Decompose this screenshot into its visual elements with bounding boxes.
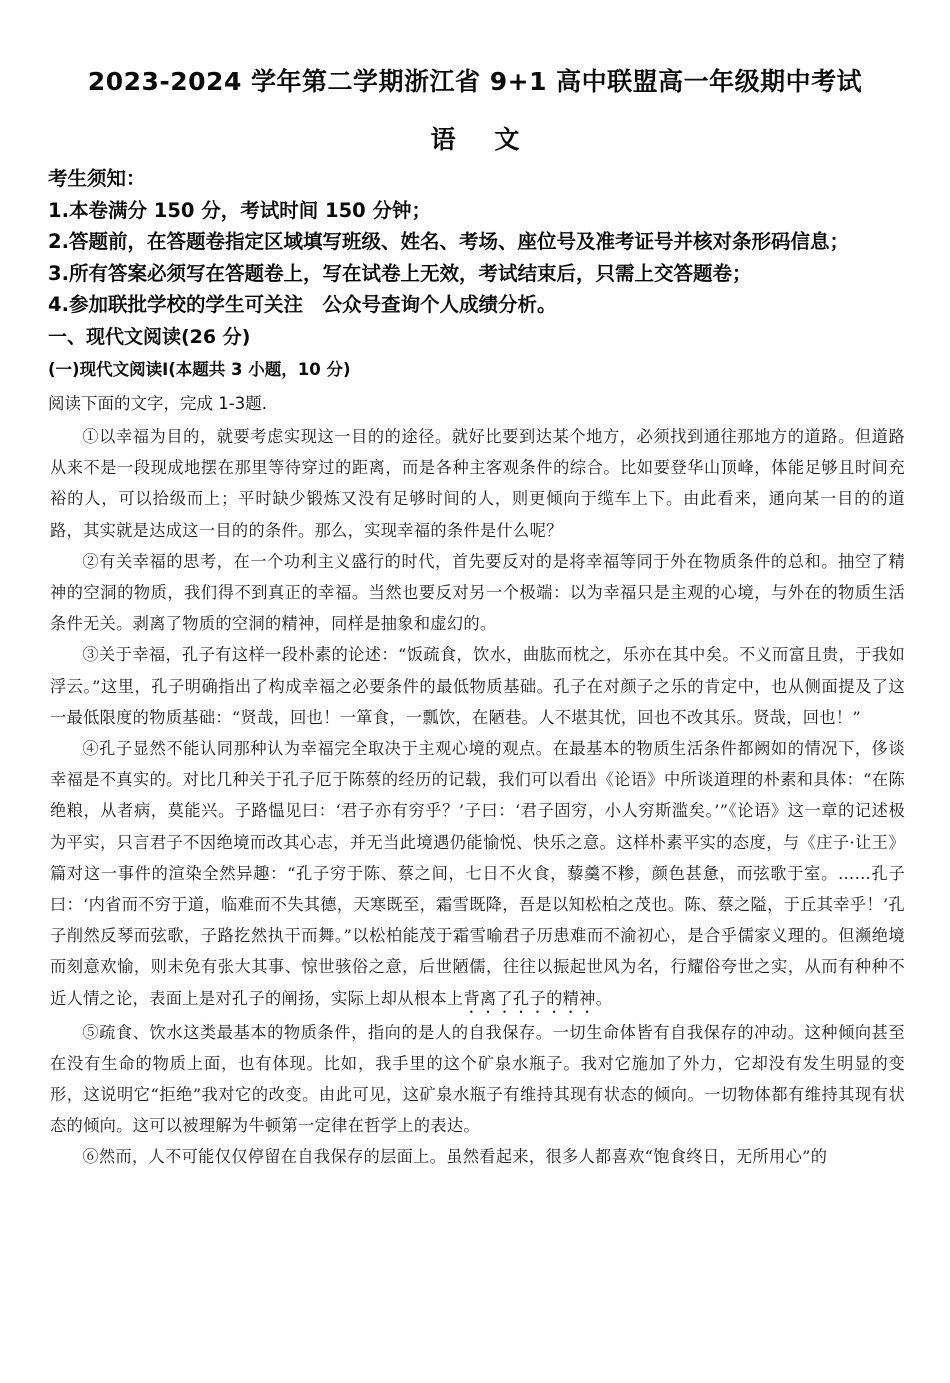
paragraph-4-end: 。 <box>595 988 613 1008</box>
passage-paragraph-2: ②有关幸福的思考，在一个功利主义盛行的时代，首先要反对的是将幸福等同于外在物质条件的总和。抽空了精神的空洞的物质，我们得不到真正的幸福。当然也要反对另一个极端：以为幸福只是主观的心境，与外在的物质生活条件无关。剥离了物质的空洞的精神，同样是抽象和虚幻的。 <box>50 551 905 634</box>
emphasized-phrase: 背离了孔子的精神 <box>463 988 596 1008</box>
reading-passage <box>50 421 905 1173</box>
notice-item: 1.本卷满分 150 分，考试时间 150 分钟； <box>48 198 432 222</box>
notice-heading: 考生须知： <box>48 167 146 190</box>
notice-item: 3.所有答案必须写在答题卷上，写在试卷上无效，考试结束后，只需上交答题卷； <box>48 261 752 285</box>
notice-item: 2.答题前，在答题卷指定区域填写班级、姓名、考场、座位号及准考证号并核对条形码信息； <box>48 230 849 254</box>
paragraph-4-text: ④孔子显然不能认同那种认为幸福完全取决于主观心境的观点。在最基本的物质生活条件都阙如的情况下，侈谈幸福是不真实的。对比几种关于孔子厄于陈蔡的经历的记载，我们可以看出《论语》中所谈道理的朴素和具体：“在陈绝粮，从者病，莫能兴。子路愠见曰：‘君子亦有穷乎？’子曰：‘君子固穷，小人穷斯滥矣。’”《论语》这一章的记述极为平实，只言君子不因绝境而改其心志，并无当此境遇仍能愉悦、快乐之意。这样朴素平实的态度，与《庄子·让王》篇对这一事件的渲染全然异趣：“孔子穷于陈、蔡之间，七日不火食，藜羹不糁，颜色甚惫，而弦歌于室。……孔子曰：‘内省而不穷于道，临难而不失其德，天寒既至，霜雪既降，吾是以知松柏之茂也。陈、蔡之隘，于丘其幸乎！’孔子削然反琴而弦歌，子路扢然执干而舞。”以松柏能茂于霜雪喻君子历患难而不渝初心，是合乎儒家义理的。但濒绝境而刻意欢愉，则未免有张大其事、惊世骇俗之意，后世陋儒，往往以振起世风为名，行耀俗夸世之实，从而有种种不近人情之论，表面上是对孔子的阐扬，实际上却从根本上 <box>50 739 905 1008</box>
passage-paragraph-1: ①以幸福为目的，就要考虑实现这一目的的途径。就好比要到达某个地方，必须找到通往那地方的道路。但道路从来不是一段现成地摆在那里等待穿过的距离，而是各种主客观条件的综合。比如要登华山顶峰，体能足够且时间充裕的人，可以拾级而上；平时缺少锻炼又没有足够时间的人，则更倾向于缆车上下。由此看来，通向某一目的的道路，其实就是达成这一目的的条件。那么，实现幸福的条件是什么呢？ <box>50 427 905 540</box>
subsection-heading: (一)现代文阅读Ⅰ(本题共 3 小题，10 分) <box>48 360 351 379</box>
passage-paragraph-6: ⑥然而，人不可能仅仅停留在自我保存的层面上。虽然看起来，很多人都喜欢“饱食终日，无所用心”的 <box>82 1147 828 1167</box>
candidate-notice <box>48 163 918 321</box>
notice-item: 4.参加联批学校的学生可关注 公众号查询个人成绩分析。 <box>48 293 557 317</box>
passage-paragraph-3: ③关于幸福，孔子有这样一段朴素的论述：“饭疏食，饮水，曲肱而枕之，乐亦在其中矣。不义而富且贵，于我如浮云。”这里，孔子明确指出了构成幸福之必要条件的最低物质基础。孔子在对颜子之乐的肯定中，也从侧面提及了这一最低限度的物质基础：“贤哉，回也！一箪食，一瓢饮，在陋巷。人不堪其忧，回也不改其乐。贤哉，回也！” <box>50 645 905 727</box>
exam-title: 2023-2024 学年第二学期浙江省 9+1 高中联盟高一年级期中考试 <box>87 67 863 96</box>
subject-title: 语 文 <box>430 125 520 154</box>
passage-paragraph-4 <box>50 733 905 1017</box>
reading-instruction: 阅读下面的文字，完成 1-3题. <box>48 394 267 413</box>
section-heading: 一、现代文阅读(26 分) <box>48 326 251 348</box>
passage-paragraph-5: ⑤疏食、饮水这类最基本的物质条件，指向的是人的自我保存。一切生命体皆有自我保存的冲动。这种倾向甚至在没有生命的物质上面，也有体现。比如，我手里的这个矿泉水瓶子。我对它施加了外力，它却没有发生明显的变形，这说明它“拒绝”我对它的改变。由此可见，这矿泉水瓶子有维持其现有状态的倾向。一切物体都有维持其现有状态的倾向。这可以被理解为牛顿第一定律在哲学上的表达。 <box>50 1022 905 1136</box>
